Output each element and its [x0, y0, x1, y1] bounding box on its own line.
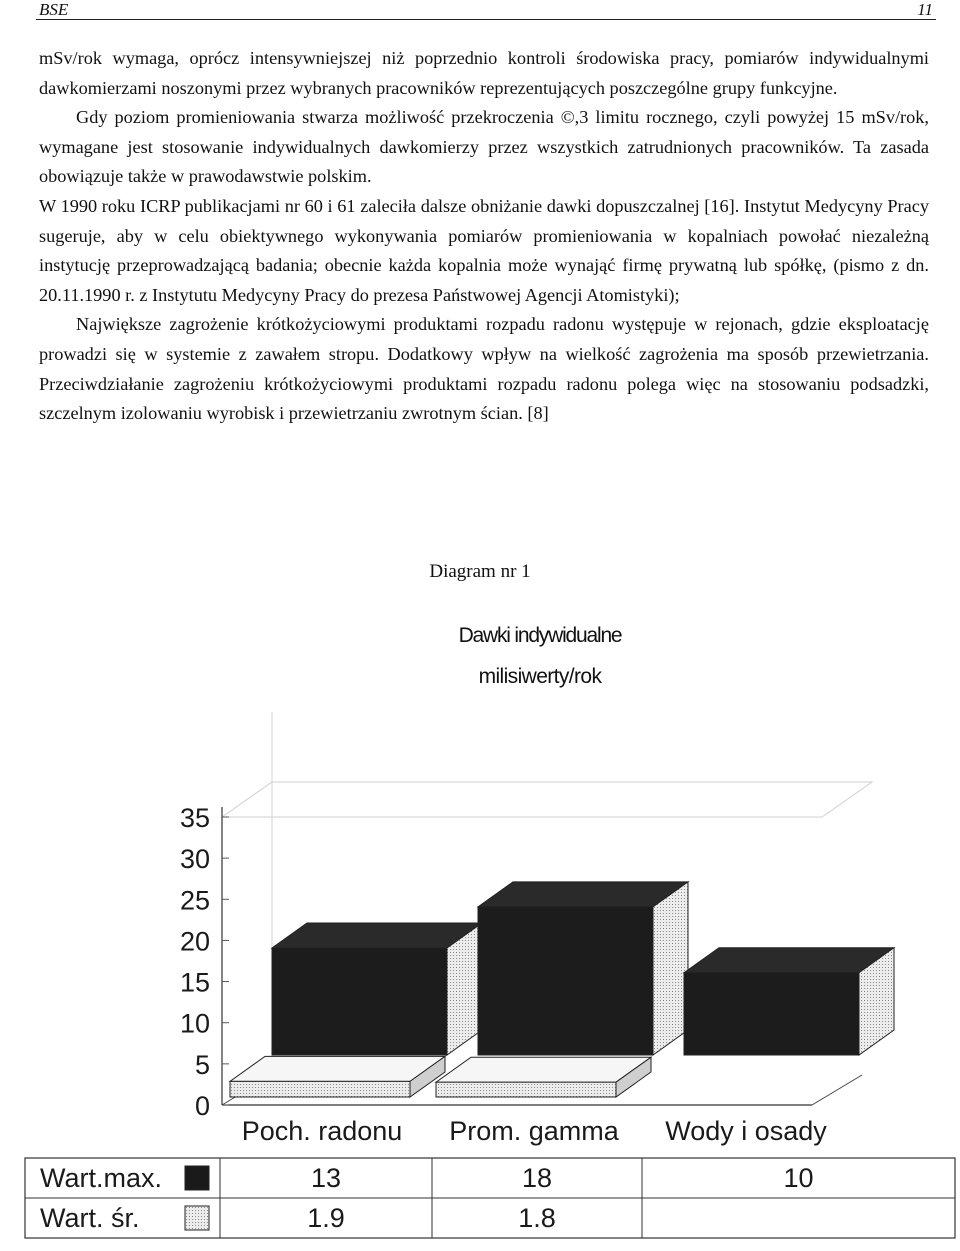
data-table-value: 1.9 — [307, 1203, 345, 1233]
page-header — [36, 0, 936, 20]
data-table-value: 10 — [783, 1163, 814, 1193]
bar-top-face — [684, 948, 894, 973]
paragraph-2: Gdy poziom promieniowania stwarza możliwość przekroczenia ©,3 limitu rocznego, czyli powyżej 15 mSv/rok, wymagane jest stosowanie indywidualnych dawkomierzy przez wszystkich zatrudnionych pracowników. Ta zasada obowiązuje także w prawodawstwie polskim. — [39, 107, 929, 187]
data-table-value: 18 — [521, 1163, 553, 1193]
y-tick-label: 20 — [179, 926, 210, 957]
bar-avg-1 — [436, 1057, 651, 1097]
y-tick-label: 0 — [194, 1091, 210, 1121]
floor-right-edge — [812, 1075, 862, 1105]
bar-chart — [0, 700, 960, 1251]
legend-swatch-0 — [185, 1166, 209, 1190]
y-tick-label: 10 — [179, 1008, 210, 1039]
y-tick-label: 35 — [179, 803, 210, 833]
legend-label-0: Wart.max. — [40, 1163, 163, 1193]
bar-front-face — [684, 973, 859, 1055]
bar-max-2 — [684, 948, 894, 1055]
bar-front-face — [230, 1081, 410, 1097]
y-tick-label: 25 — [179, 885, 210, 916]
y-tick-label: 30 — [179, 844, 210, 875]
data-table-value: 13 — [310, 1163, 342, 1193]
body-text — [39, 44, 929, 429]
bar-front-face — [272, 948, 447, 1055]
bar-side-face — [653, 882, 688, 1055]
diagram-caption: Diagram nr 1 — [429, 561, 531, 582]
bar-front-face — [478, 907, 653, 1055]
header-journal: BSE — [39, 0, 69, 19]
paragraph-1: mSv/rok wymaga, oprócz intensywniejszej niż poprzednio kontroli środowiska pracy, pomiarów indywidualnymi dawkomierzami noszonymi przez wybranych pracowników reprezentujących poszczególne grupy funkcyjne. — [39, 48, 929, 98]
y-tick-label: 15 — [179, 967, 210, 998]
x-category-label: Prom. gamma — [449, 1116, 619, 1146]
legend-swatch-1 — [185, 1206, 209, 1230]
bar-top-face — [230, 1056, 445, 1081]
bar-front-face — [436, 1082, 616, 1097]
bar-top-face — [478, 882, 688, 907]
x-category-label: Wody i osady — [665, 1116, 827, 1146]
bar-top-face — [272, 923, 482, 948]
chart-subtitle: milisiwerty/rok — [478, 665, 602, 688]
bar-avg-0 — [230, 1056, 445, 1097]
paragraph-3: W 1990 roku ICRP publikacjami nr 60 i 61 zaleciła dalsze obniżanie dawki dopuszczalnej [16]. Instytut Medycyny Pracy sugeruje, aby w celu obiektywnego wykonywania pomiarów promieniowania w kopalniach powołać niezależną instytucję przeprowadzającą badania; obecnie każda kopalnia może wynająć firmę prywatną lub spółkę, (pismo z dn. 20.11.1990 r. z Instytutu Medycyny Pracy do prezesa Państwowej Agencji Atomistyki); — [39, 195, 929, 305]
chart-title: Dawki indywidualne — [458, 624, 622, 647]
chart-top-edge — [222, 782, 872, 817]
bar-max-1 — [478, 882, 688, 1055]
page-number: 11 — [917, 0, 933, 19]
paragraph-4: Największe zagrożenie krótkożyciowymi produktami rozpadu radonu występuje w rejonach, gdzie eksploatację prowadzi się w systemie z zawałem stropu. Dodatkowy wpływ na wielkość zagrożenia ma sposób przewietrzania. Przeciwdziałanie zagrożeniu krótkożyciowymi produktami rozpadu radonu polega więc na stosowaniu podsadzki, szczelnym izolowaniu wyrobisk i przewietrzaniu zwrotnym ścian. [8] — [39, 314, 929, 424]
legend-label-1: Wart. śr. — [40, 1203, 140, 1233]
data-table-value: 1.8 — [518, 1203, 556, 1233]
y-tick-label: 5 — [194, 1049, 210, 1080]
bar-max-0 — [272, 923, 482, 1055]
x-category-label: Poch. radonu — [241, 1116, 403, 1146]
bar-top-face — [436, 1057, 651, 1082]
